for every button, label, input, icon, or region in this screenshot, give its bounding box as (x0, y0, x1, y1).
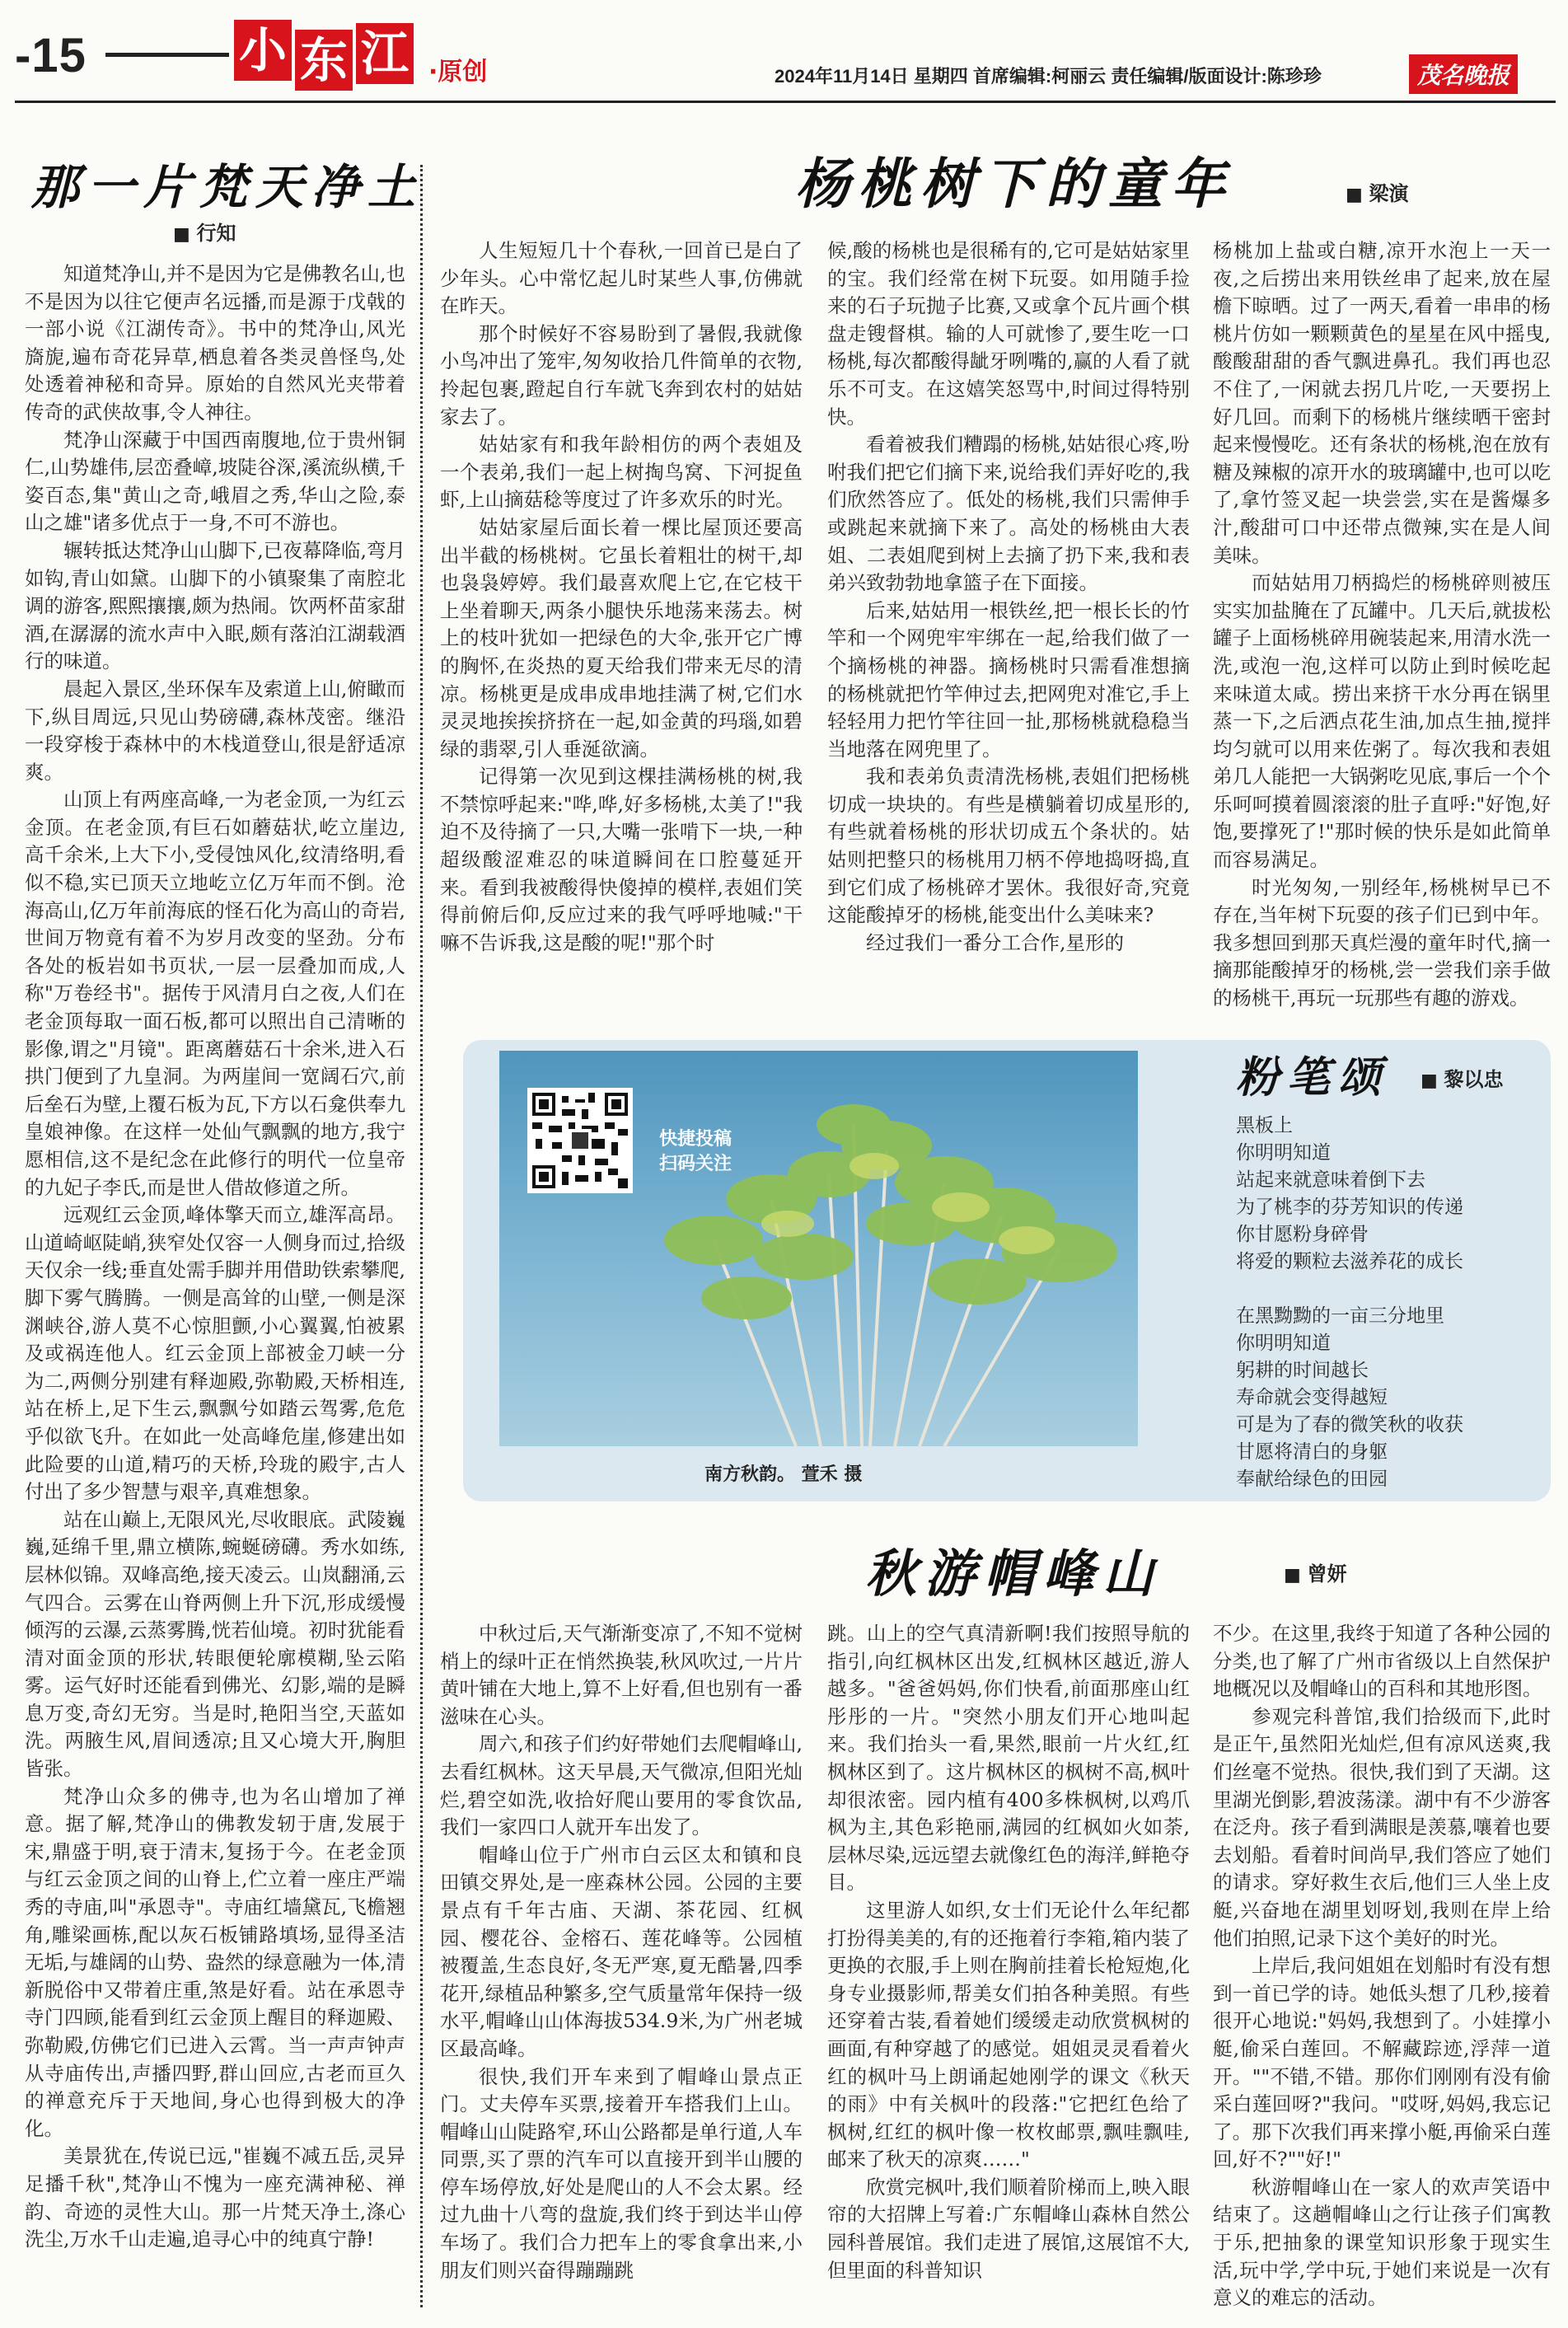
article2-author: ■ 梁演 (1346, 177, 1408, 206)
brand-char-1: 小 (234, 20, 292, 81)
newspaper-logo: 茂名晚报 (1409, 54, 1518, 94)
paragraph: 看着被我们糟蹋的杨桃,姑姑很心疼,吩咐我们把它们摘下来,说给我们弄好吃的,我们欣然答应了。低处的杨桃,我们只需伸手或跳起来就摘下来了。高处的杨桃由大表姐、二表姐爬到树上去摘了扔下来,我和表弟兴致勃勃地拿篮子在下面接。 (827, 433, 1190, 595)
paragraph: 很快,我们开车来到了帽峰山景点正门。丈夫停车买票,接着开车搭我们上山。帽峰山山陡路窄,环山公路都是单行道,人车同票,买了票的汽车可以直接开到半山腰的停车场停放,好处是爬山的人不会太累。经过九曲十八弯的盘旋,我们终于到达半山停车场了。我们合力把车上的零食拿出来,小朋友们则兴奋得蹦蹦跳 (440, 2064, 803, 2282)
article3-column-3 (1213, 1620, 1551, 2312)
poem-line: 寿命就会变得越短 (1236, 1387, 1388, 1408)
submission-note (659, 1127, 732, 1177)
poem-line: 将爱的颗粒去滋养花的成长 (1236, 1251, 1463, 1272)
paragraph: 站在山巅上,无限风光,尽收眼底。武陵巍巍,延绵千里,鼎立横陈,蜿蜒磅礴。秀水如练,层林似锦。双峰高绝,接天凌云。山岚翻涌,云气四合。云雾在山脊两侧上升下沉,形成缓慢倾泻的云瀑,云蒸雾腾,恍若仙境。初时犹能看清对面金顶的形状,转眼便轮廓模糊,坠云陷雾。运气好时还能看到佛光、幻影,端的是瞬息万变,奇幻无穷。当是时,艳阳当空,天蓝如洗。两腋生风,眉间透凉;且又心境大开,胸胆皆张。 (25, 1507, 405, 1781)
paragraph: 中秋过后,天气渐渐变凉了,不知不觉树梢上的绿叶正在悄然换装,秋风吹过,一片片黄叶铺在大地上,算不上好看,但也别有一番滋味在心头。 (440, 1622, 803, 1728)
header-rule (15, 101, 1556, 103)
photo-caption: 南方秋韵。 萱禾 摄 (704, 1464, 863, 1485)
paragraph: 候,酸的杨桃也是很稀有的,它可是姑姑家里的宝。我们经常在树下玩耍。如用随手捡来的石子玩抛子比赛,又或拿个瓦片画个棋盘走锼督棋。输的人可就惨了,要生吃一口杨桃,每次都酸得龇牙咧嘴的,赢的人看了就乐不可支。在这嬉笑怒骂中,时间过得特别快。 (827, 239, 1190, 429)
column-brand (234, 20, 414, 91)
paragraph: 我和表弟负责清洗杨桃,表姐们把杨桃切成一块块的。有些是横躺着切成星形的,有些就着杨桃的形状切成五个条状的。姑姑则把整只的杨桃用刀柄不停地捣呀捣,直到它们成了杨桃碎才罢休。我很好奇,究竟这能酸掉牙的杨桃,能变出什么美味来? (827, 765, 1190, 927)
article2-column-2 (827, 237, 1190, 957)
section-tag: ·原创 (428, 58, 488, 87)
paragraph: 山顶上有两座高峰,一为老金顶,一为红云金顶。在老金顶,有巨石如蘑菇状,屹立崖边,高千余米,上大下小,受侵蚀风化,纹清络明,看似不稳,实已顶天立地屹立亿万年而不倒。沧海高山,亿万年前海底的怪石化为高山的奇岩,世间万物竟有着不为岁月改变的坚劲。分布各处的板岩如书页状,一层一层叠加而成,人称"万卷经书"。据传于风清月白之夜,人们在老金顶每取一面石板,都可以照出自己清晰的影像,谓之"月镜"。距离蘑菇石十余米,进入石拱门便到了九皇洞。为两崖间一宽阔石穴,前后垒石为壁,上覆石板为瓦,下方以石龛供奉九皇娘神像。在这样一处仙气飘飘的地方,我宁愿相信,这不是纪念在此修行的明代一位皇帝的九妃子李氏,而是世人借故修道之所。 (25, 788, 405, 1199)
article1-body (25, 260, 405, 2254)
paragraph: 经过我们一番分工合作,星形的 (866, 930, 1124, 954)
paragraph: 姑姑家屋后面长着一棵比屋顶还要高出半截的杨桃树。它虽长着粗壮的树干,却也袅袅婷婷。我们最喜欢爬上它,在它枝干上坐着聊天,两条小腿快乐地荡来荡去。树上的枝叶犹如一把绿色的大伞,张开它广博的胸怀,在炎热的夏天给我们带来无尽的清凉。杨桃更是成串成串地挂满了树,它们水灵灵地挨挨挤挤在一起,如金黄的玛瑙,如碧绿的翡翠,引人垂涎欲滴。 (440, 515, 803, 761)
article3-column-1 (440, 1620, 803, 2284)
poem-line: 在黑黝黝的一亩三分地里 (1236, 1305, 1444, 1327)
page-number: -15 (15, 29, 87, 82)
article2-column-3 (1213, 237, 1551, 1013)
column-separator (420, 165, 423, 2307)
paragraph: 上岸后,我问姐姐在划船时有没有想到一首已学的诗。她低头想了几秒,接着很开心地说:"妈妈,我想到了。小娃撑小艇,偷采白莲回。不解藏踪迹,浮萍一道开。""不错,不错。那你们刚刚有没有偷采白莲回呀?"我问。"哎呀,妈妈,我忘记了。那下次我们再来撑小艇,再偷采白莲回,好不?""好!" (1213, 1954, 1551, 2171)
submission-line-2: 扫码关注 (659, 1154, 733, 1174)
brand-char-2: 东 (295, 30, 353, 91)
poem-line: 你明明知道 (1236, 1333, 1331, 1354)
poem-line: 为了桃李的芬芳知识的传递 (1236, 1197, 1463, 1218)
header-rule-short (105, 53, 229, 57)
paragraph: 杨桃加上盐或白糖,凉开水泡上一天一夜,之后捞出来用铁丝串了起来,放在屋檐下晾晒。过了一两天,看着一串串的杨桃片仿如一颗颗黄色的星星在风中摇曳,酸酸甜甜的香气飘进鼻孔。我们再也忍不住了,一闲就去拐几片吃,一天要拐上好几回。而剩下的杨桃片继续晒干密封起来慢慢吃。还有条状的杨桃,泡在放有糖及辣椒的凉开水的玻璃罐中,也可以吃了,拿竹签叉起一块尝尝,实在是酱爆多汁,酸甜可口中还带点微辣,实在是人间美味。 (1213, 239, 1551, 567)
submission-line-1: 快捷投稿 (659, 1129, 733, 1150)
paragraph: 辗转抵达梵净山山脚下,已夜幕降临,弯月如钩,青山如黛。山脚下的小镇聚集了南腔北调的游客,熙熙攘攘,颇为热闹。饮两杯苗家甜酒,在潺潺的流水声中入眠,颇有落泊江湖载酒行的味道。 (25, 538, 405, 673)
paragraph: 跳。山上的空气真清新啊!我们按照导航的指引,向红枫林区出发,红枫林区越近,游人越多。"爸爸妈妈,你们快看,前面那座山红彤彤的一片。"突然小朋友们开心地叫起来。我们抬头一看,果然,眼前一片火红,红枫林区到了。这片枫林区的枫树不高,枫叶却很浓密。园内植有400多株枫树,以鸡爪枫为主,其色彩艳丽,满园的红枫如火如荼,层林尽染,远远望去就像红色的海洋,鲜艳夺目。 (827, 1622, 1190, 1895)
qr-code[interactable] (527, 1088, 633, 1193)
paragraph: 周六,和孩子们约好带她们去爬帽峰山,去看红枫林。这天早晨,天气微凉,但阳光灿烂,碧空如洗,收拾好爬山要用的零食饮品,我们一家四口人就开车出发了。 (440, 1732, 803, 1839)
article1-author: ■ 行知 (173, 217, 236, 246)
poem-line: 黑板上 (1236, 1115, 1293, 1136)
paragraph: 晨起入景区,坐环保车及索道上山,俯瞰而下,纵目周远,只见山势磅礴,森林茂密。继沿一段穿梭于森林中的木栈道登山,很是舒适凉爽。 (25, 677, 405, 784)
paragraph: 后来,姑姑用一根铁丝,把一根长长的竹竿和一个网兜牢牢绑在一起,给我们做了一个摘杨桃的神器。摘杨桃时只需看准想摘的杨桃就把竹竿伸过去,把网兜对准它,手上轻轻用力把竹竿往回一扯,那杨桃就稳稳当当地落在网兜里了。 (827, 598, 1190, 761)
poem-line: 奉献给绿色的田园 (1236, 1468, 1388, 1490)
paragraph: 人生短短几十个春秋,一回首已是白了少年头。心中常忆起儿时某些人事,仿佛就在昨天。 (440, 239, 803, 318)
paragraph: 美景犹在,传说已远,"崔巍不减五岳,灵异足播千秋",梵净山不愧为一座充满神秘、禅韵、奇迹的灵性大山。那一片梵天净土,涤心洗尘,万水千山走遍,追寻心中的纯真宁静! (25, 2144, 405, 2251)
poem-author: ■ 黎以忠 (1421, 1063, 1503, 1092)
poem-line: 可是为了春的微笑秋的收获 (1236, 1414, 1463, 1436)
poem-line: 你明明知道 (1236, 1142, 1331, 1164)
poem-line: 甘愿将清白的身躯 (1236, 1441, 1388, 1463)
article3-column-2 (827, 1620, 1190, 2284)
paragraph: 这里游人如织,女士们无论什么年纪都打扮得美美的,有的还拖着行李箱,箱内装了更换的衣服,手上则在胸前挂着长枪短炮,化身专业摄影师,帮美女们拍各种美照。有些还穿着古装,看着她们缓缓走动欣赏枫树的画面,有种穿越了的感觉。姐姐灵灵看着火红的枫叶马上朗诵起她刚学的课文《秋天的雨》中有关枫叶的段落:"它把红色给了枫树,红红的枫叶像一枚枚邮票,飘哇飘哇,邮来了秋天的凉爽……" (827, 1898, 1190, 2171)
paragraph: 帽峰山位于广州市白云区太和镇和良田镇交界处,是一座森林公园。公园的主要景点有千年古庙、天湖、茶花园、红枫园、樱花谷、金榕石、莲花峰等。公园植被覆盖,生态良好,冬无严寒,夏无酷暑,四季花开,绿植品种繁多,空气质量常年保持一级水平,帽峰山山体海拔534.9米,为广州老城区最高峰。 (440, 1843, 803, 2060)
article3-title: 秋游帽峰山 (865, 1543, 1163, 1604)
poem-body (1236, 1112, 1533, 1493)
article3-author: ■ 曾妍 (1284, 1557, 1346, 1586)
paragraph: 姑姑家有和我年龄相仿的两个表姐及一个表弟,我们一起上树掏鸟窝、下河捉鱼虾,上山摘菇稔等度过了许多欢乐的时光。 (440, 433, 803, 512)
article1-title: 那一片梵天净土 (31, 159, 424, 215)
poem-line: 站起来就意味着倒下去 (1236, 1169, 1425, 1191)
poem-line: 你甘愿粉身碎骨 (1236, 1224, 1369, 1245)
paragraph: 参观完科普馆,我们拾级而下,此时是正午,虽然阳光灿烂,但有凉风送爽,我们丝毫不觉热。很快,我们到了天湖。这里湖光倒影,碧波荡漾。湖中有不少游客在泛舟。孩子看到满眼是羡慕,嚷着也要去划船。看着时间尚早,我们答应了她们的请求。穿好救生衣后,他们三人坐上皮艇,兴奋地在湖里划呀划,我则在岸上给他们拍照,记录下这个美好的时光。 (1213, 1704, 1551, 1950)
paragraph: 那个时候好不容易盼到了暑假,我就像小鸟冲出了笼牢,匆匆收拾几件简单的衣物,拎起包裹,蹬起自行车就飞奔到农村的姑姑家去了。 (440, 321, 803, 429)
paragraph: 远观红云金顶,峰体擎天而立,雄浑高昂。山道崎岖陡峭,狭窄处仅容一人侧身而过,拾级天仅余一线;垂直处需手脚并用借助铁索攀爬,脚下雾气腾腾。一侧是高耸的山壁,一侧是深渊峡谷,游人莫不心惊胆颤,小心翼翼,怕被累及或祸连他人。红云金顶上部被金刀峡一分为二,两侧分别建有释迦殿,弥勒殿,天桥相连,站在桥上,足下生云,飘飘兮如踏云驾雾,危危乎似欲飞升。在如此一处高峰危崖,修建出如此险要的山道,精巧的天桥,玲珑的殿宇,古人付出了多少智慧与艰辛,真难想象。 (25, 1203, 405, 1504)
issue-meta: 2024年11月14日 星期四 首席编辑:柯丽云 责任编辑/版面设计:陈珍珍 (775, 66, 1322, 87)
paragraph: 欣赏完枫叶,我们顺着阶梯而上,映入眼帘的大招牌上写着:广东帽峰山森林自然公园科普展馆。我们走进了展馆,这展馆不大,但里面的科普知识 (827, 2175, 1190, 2282)
poem-line: 躬耕的时间越长 (1236, 1360, 1369, 1381)
stanza-gap (1236, 1276, 1533, 1303)
paragraph: 秋游帽峰山在一家人的欢声笑语中结束了。这趟帽峰山之行让孩子们寓教于乐,把抽象的课堂知识形象于现实生活,玩中学,学中玩,于她们来说是一次有意义的难忘的活动。 (1213, 2175, 1551, 2310)
paragraph: 记得第一次见到这棵挂满杨桃的树,我不禁惊呼起来:"哗,哗,好多杨桃,太美了!"我迫不及待摘了一只,大嘴一张啃下一块,一种超级酸涩难忍的味道瞬间在口腔蔓延开来。看到我被酸得快傻掉的模样,表姐们笑得前俯后仰,反应过来的我气呼呼地喊:"干嘛不告诉我,这是酸的呢!"那个时 (440, 765, 803, 954)
paragraph: 梵净山众多的佛寺,也为名山增加了禅意。据了解,梵净山的佛教发轫于唐,发展于宋,鼎盛于明,衰于清末,复扬于今。在老金顶与红云金顶之间的山脊上,伫立着一座庄严端秀的寺庙,叫"承恩寺"。寺庙红墙黛瓦,飞檐翘角,雕梁画栋,配以灰石板铺路填场,显得圣洁无垢,与雄阔的山势、盎然的绿意融为一体,清新脱俗中又带着庄重,煞是好看。站在承恩寺寺门四顾,能看到红云金顶上醒目的释迦殿、弥勒殿,仿佛它们已进入云霄。当一声声钟声从寺庙传出,声播四野,群山回应,古老而亘久的禅意充斥于天地间,身心也得到极大的净化。 (25, 1784, 405, 2140)
poem-title: 粉笔颂 (1236, 1052, 1390, 1103)
paragraph: 知道梵净山,并不是因为它是佛教名山,也不是因为以往它便声名远播,而是源于戊戟的一部小说《江湖传奇》。书中的梵净山,风光旖旎,遍布奇花异草,栖息着各类灵兽怪鸟,处处透着神秘和奇异。原始的自然风光夹带着传奇的武侠故事,令人神往。 (25, 262, 405, 424)
qr-code-icon (532, 1093, 628, 1188)
paragraph: 时光匆匆,一别经年,杨桃树早已不存在,当年树下玩耍的孩子们已到中年。我多想回到那天真烂漫的童年时代,摘一摘那能酸掉牙的杨桃,尝一尝我们亲手做的杨桃干,再玩一玩那些有趣的游戏。 (1213, 875, 1551, 1010)
article2-column-1 (440, 237, 803, 957)
brand-char-3: 江 (356, 23, 414, 84)
article2-title: 杨桃树下的童年 (795, 152, 1233, 216)
paragraph: 而姑姑用刀柄捣烂的杨桃碎则被压实实加盐腌在了瓦罐中。几天后,就拔松罐子上面杨桃碎用碗装起来,用清水洗一洗,或泡一泡,这样可以防止到时候吃起来味道太咸。捞出来挤干水分再在锅里蒸一下,之后洒点花生油,加点生抽,搅拌均匀就可以用来佐粥了。每次我和表姐弟几人能把一大锅粥吃见底,事后一个个乐呵呵摸着圆滚滚的肚子直呼:"好饱,好饱,要撑死了!"那时候的快乐是如此简单而容易满足。 (1213, 571, 1551, 872)
paragraph: 不少。在这里,我终于知道了各种公园的分类,也了解了广州市省级以上自然保护地概况以及帽峰山的百科和其地形图。 (1213, 1622, 1551, 1701)
paragraph: 梵净山深藏于中国西南腹地,位于贵州铜仁,山势雄伟,层峦叠嶂,坡陡谷深,溪流纵横,千姿百态,集"黄山之奇,峨眉之秀,华山之险,泰山之雄"诸多优点于一身,不可不游也。 (25, 428, 405, 535)
